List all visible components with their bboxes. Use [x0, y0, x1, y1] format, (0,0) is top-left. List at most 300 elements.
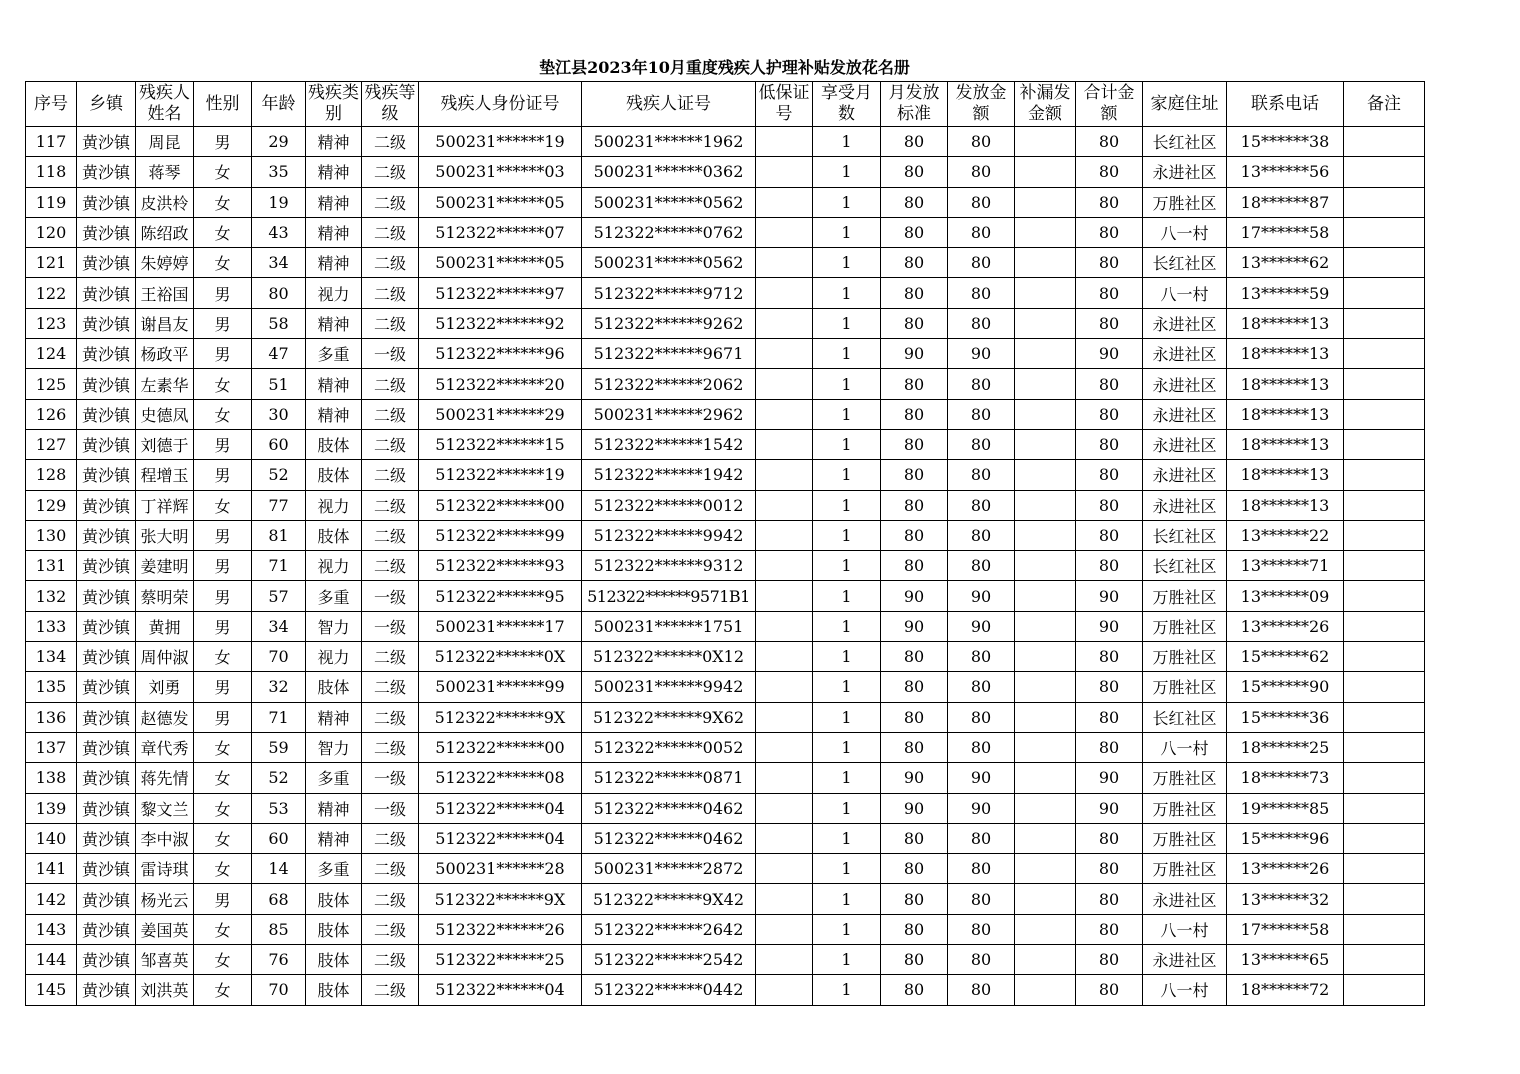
cell-address: 万胜社区 [1143, 823, 1227, 853]
cell-seq: 122 [26, 278, 77, 308]
cell-disability-level: 二级 [362, 399, 419, 429]
cell-disability-type: 视力 [306, 642, 362, 672]
table-row [26, 642, 1425, 672]
cell-phone: 18******25 [1227, 732, 1344, 762]
table-row [26, 823, 1425, 853]
cell-certificate-number: 512322******9712 [582, 278, 756, 308]
cell-id-number: 512322******15 [419, 429, 582, 459]
cell-amount: 80 [948, 187, 1015, 217]
cell-total-amount: 80 [1076, 914, 1143, 944]
page-title: 垫江县2023年10月重度残疾人护理补贴发放花名册 [539, 58, 910, 77]
cell-total-amount: 80 [1076, 127, 1143, 157]
cell-township: 黄沙镇 [77, 854, 136, 884]
cell-age: 34 [252, 611, 306, 641]
cell-gender: 男 [194, 127, 252, 157]
cell-supplement-amount [1015, 399, 1076, 429]
cell-id-number: 512322******92 [419, 308, 582, 338]
cell-monthly-standard: 80 [881, 308, 948, 338]
cell-supplement-amount [1015, 429, 1076, 459]
table-row [26, 702, 1425, 732]
cell-months: 1 [813, 308, 881, 338]
cell-certificate-number: 512322******9X62 [582, 702, 756, 732]
cell-remarks [1344, 763, 1425, 793]
cell-supplement-amount [1015, 732, 1076, 762]
cell-gender: 男 [194, 581, 252, 611]
cell-certificate-number: 512322******0871 [582, 763, 756, 793]
cell-township: 黄沙镇 [77, 520, 136, 550]
cell-id-number: 512322******19 [419, 460, 582, 490]
cell-certificate-number: 500231******1751 [582, 611, 756, 641]
cell-dibao-number [756, 854, 813, 884]
cell-remarks [1344, 732, 1425, 762]
cell-supplement-amount [1015, 823, 1076, 853]
cell-monthly-standard: 80 [881, 551, 948, 581]
cell-disability-type: 肢体 [306, 460, 362, 490]
cell-id-number: 500231******17 [419, 611, 582, 641]
cell-disability-type: 智力 [306, 611, 362, 641]
cell-remarks [1344, 369, 1425, 399]
cell-name: 蒋琴 [136, 157, 194, 187]
cell-remarks [1344, 581, 1425, 611]
cell-monthly-standard: 80 [881, 823, 948, 853]
cell-gender: 女 [194, 217, 252, 247]
cell-disability-level: 二级 [362, 732, 419, 762]
table-row [26, 551, 1425, 581]
table-row [26, 278, 1425, 308]
cell-supplement-amount [1015, 460, 1076, 490]
cell-disability-type: 肢体 [306, 945, 362, 975]
cell-seq: 121 [26, 248, 77, 278]
cell-name: 黄拥 [136, 611, 194, 641]
cell-phone: 15******36 [1227, 702, 1344, 732]
table-row [26, 793, 1425, 823]
cell-remarks [1344, 399, 1425, 429]
cell-months: 1 [813, 369, 881, 399]
cell-remarks [1344, 127, 1425, 157]
cell-remarks [1344, 793, 1425, 823]
cell-supplement-amount [1015, 127, 1076, 157]
cell-disability-type: 肢体 [306, 520, 362, 550]
cell-disability-level: 一级 [362, 339, 419, 369]
table-row [26, 308, 1425, 338]
cell-monthly-standard: 90 [881, 793, 948, 823]
cell-amount: 80 [948, 702, 1015, 732]
cell-age: 43 [252, 217, 306, 247]
cell-disability-type: 多重 [306, 763, 362, 793]
cell-disability-level: 二级 [362, 914, 419, 944]
cell-amount: 90 [948, 339, 1015, 369]
cell-total-amount: 90 [1076, 339, 1143, 369]
cell-monthly-standard: 80 [881, 702, 948, 732]
cell-age: 30 [252, 399, 306, 429]
cell-amount: 90 [948, 763, 1015, 793]
cell-seq: 117 [26, 127, 77, 157]
header-id-number: 残疾人身份证号 [419, 82, 582, 127]
cell-amount: 80 [948, 854, 1015, 884]
cell-name: 周昆 [136, 127, 194, 157]
cell-remarks [1344, 945, 1425, 975]
cell-age: 57 [252, 581, 306, 611]
header-row [26, 82, 1425, 127]
cell-gender: 女 [194, 157, 252, 187]
cell-disability-level: 二级 [362, 278, 419, 308]
cell-id-number: 512322******00 [419, 732, 582, 762]
cell-id-number: 500231******28 [419, 854, 582, 884]
table-row [26, 399, 1425, 429]
cell-total-amount: 80 [1076, 460, 1143, 490]
cell-name: 刘德于 [136, 429, 194, 459]
cell-phone: 13******22 [1227, 520, 1344, 550]
cell-disability-level: 二级 [362, 490, 419, 520]
header-monthly-standard: 月发放标准 [881, 82, 948, 127]
cell-amount: 80 [948, 460, 1015, 490]
cell-phone: 15******62 [1227, 642, 1344, 672]
cell-dibao-number [756, 217, 813, 247]
cell-seq: 128 [26, 460, 77, 490]
cell-months: 1 [813, 127, 881, 157]
cell-disability-level: 二级 [362, 975, 419, 1005]
cell-id-number: 512322******93 [419, 551, 582, 581]
cell-certificate-number: 512322******9942 [582, 520, 756, 550]
cell-amount: 80 [948, 551, 1015, 581]
table-row [26, 217, 1425, 247]
cell-seq: 145 [26, 975, 77, 1005]
cell-disability-level: 二级 [362, 823, 419, 853]
cell-address: 永进社区 [1143, 945, 1227, 975]
cell-amount: 80 [948, 490, 1015, 520]
cell-disability-level: 二级 [362, 520, 419, 550]
cell-gender: 男 [194, 460, 252, 490]
cell-phone: 17******58 [1227, 217, 1344, 247]
cell-age: 60 [252, 823, 306, 853]
cell-amount: 80 [948, 520, 1015, 550]
cell-supplement-amount [1015, 278, 1076, 308]
cell-name: 刘勇 [136, 672, 194, 702]
cell-supplement-amount [1015, 945, 1076, 975]
cell-id-number: 512322******04 [419, 823, 582, 853]
cell-total-amount: 80 [1076, 975, 1143, 1005]
cell-total-amount: 90 [1076, 763, 1143, 793]
cell-seq: 118 [26, 157, 77, 187]
cell-seq: 132 [26, 581, 77, 611]
cell-amount: 80 [948, 429, 1015, 459]
cell-township: 黄沙镇 [77, 551, 136, 581]
cell-gender: 男 [194, 429, 252, 459]
cell-disability-level: 二级 [362, 702, 419, 732]
cell-dibao-number [756, 278, 813, 308]
cell-amount: 80 [948, 248, 1015, 278]
cell-phone: 13******56 [1227, 157, 1344, 187]
cell-monthly-standard: 80 [881, 187, 948, 217]
cell-total-amount: 80 [1076, 823, 1143, 853]
cell-total-amount: 90 [1076, 611, 1143, 641]
cell-age: 19 [252, 187, 306, 217]
cell-monthly-standard: 80 [881, 642, 948, 672]
cell-disability-type: 精神 [306, 248, 362, 278]
cell-name: 刘洪英 [136, 975, 194, 1005]
cell-monthly-standard: 90 [881, 581, 948, 611]
cell-certificate-number: 512322******9262 [582, 308, 756, 338]
cell-address: 长红社区 [1143, 551, 1227, 581]
cell-name: 李中淑 [136, 823, 194, 853]
roster-table [25, 81, 1425, 1006]
cell-age: 77 [252, 490, 306, 520]
cell-gender: 女 [194, 945, 252, 975]
cell-monthly-standard: 80 [881, 490, 948, 520]
cell-amount: 80 [948, 975, 1015, 1005]
cell-phone: 13******09 [1227, 581, 1344, 611]
table-row [26, 672, 1425, 702]
cell-age: 81 [252, 520, 306, 550]
cell-supplement-amount [1015, 339, 1076, 369]
cell-months: 1 [813, 278, 881, 308]
cell-dibao-number [756, 611, 813, 641]
cell-disability-type: 肢体 [306, 672, 362, 702]
header-age: 年龄 [252, 82, 306, 127]
cell-id-number: 500231******05 [419, 187, 582, 217]
cell-gender: 男 [194, 672, 252, 702]
cell-certificate-number: 512322******1942 [582, 460, 756, 490]
cell-remarks [1344, 551, 1425, 581]
cell-seq: 119 [26, 187, 77, 217]
cell-disability-type: 精神 [306, 127, 362, 157]
roster-body [26, 127, 1425, 1006]
cell-total-amount: 80 [1076, 551, 1143, 581]
cell-township: 黄沙镇 [77, 611, 136, 641]
cell-age: 59 [252, 732, 306, 762]
header-certificate-number: 残疾人证号 [582, 82, 756, 127]
cell-dibao-number [756, 490, 813, 520]
cell-seq: 131 [26, 551, 77, 581]
cell-months: 1 [813, 520, 881, 550]
cell-township: 黄沙镇 [77, 127, 136, 157]
cell-phone: 18******13 [1227, 490, 1344, 520]
cell-total-amount: 80 [1076, 187, 1143, 217]
header-total-amount: 合计金额 [1076, 82, 1143, 127]
cell-name: 黎文兰 [136, 793, 194, 823]
cell-name: 赵德发 [136, 702, 194, 732]
cell-name: 姜国英 [136, 914, 194, 944]
cell-age: 80 [252, 278, 306, 308]
cell-address: 永进社区 [1143, 157, 1227, 187]
cell-dibao-number [756, 187, 813, 217]
cell-age: 70 [252, 975, 306, 1005]
header-name: 残疾人姓名 [136, 82, 194, 127]
cell-supplement-amount [1015, 854, 1076, 884]
cell-gender: 女 [194, 187, 252, 217]
cell-seq: 129 [26, 490, 77, 520]
cell-id-number: 512322******08 [419, 763, 582, 793]
cell-name: 蒋先情 [136, 763, 194, 793]
cell-disability-level: 二级 [362, 854, 419, 884]
cell-phone: 18******13 [1227, 339, 1344, 369]
cell-phone: 15******96 [1227, 823, 1344, 853]
cell-id-number: 512322******25 [419, 945, 582, 975]
cell-remarks [1344, 975, 1425, 1005]
cell-dibao-number [756, 581, 813, 611]
cell-months: 1 [813, 339, 881, 369]
cell-dibao-number [756, 945, 813, 975]
cell-total-amount: 80 [1076, 520, 1143, 550]
cell-monthly-standard: 80 [881, 945, 948, 975]
cell-address: 万胜社区 [1143, 854, 1227, 884]
cell-seq: 140 [26, 823, 77, 853]
cell-months: 1 [813, 217, 881, 247]
table-row [26, 763, 1425, 793]
cell-id-number: 500231******29 [419, 399, 582, 429]
cell-remarks [1344, 702, 1425, 732]
cell-address: 万胜社区 [1143, 793, 1227, 823]
cell-total-amount: 80 [1076, 369, 1143, 399]
cell-seq: 143 [26, 914, 77, 944]
cell-amount: 80 [948, 369, 1015, 399]
table-row [26, 429, 1425, 459]
cell-id-number: 512322******26 [419, 914, 582, 944]
cell-dibao-number [756, 672, 813, 702]
cell-age: 76 [252, 945, 306, 975]
cell-seq: 142 [26, 884, 77, 914]
cell-address: 万胜社区 [1143, 672, 1227, 702]
cell-age: 52 [252, 460, 306, 490]
cell-disability-level: 二级 [362, 187, 419, 217]
header-dibao-number: 低保证号 [756, 82, 813, 127]
cell-supplement-amount [1015, 369, 1076, 399]
cell-seq: 141 [26, 854, 77, 884]
cell-address: 长红社区 [1143, 520, 1227, 550]
cell-township: 黄沙镇 [77, 945, 136, 975]
cell-phone: 13******32 [1227, 884, 1344, 914]
table-row [26, 975, 1425, 1005]
cell-remarks [1344, 278, 1425, 308]
cell-monthly-standard: 80 [881, 278, 948, 308]
cell-monthly-standard: 80 [881, 975, 948, 1005]
cell-remarks [1344, 611, 1425, 641]
cell-certificate-number: 512322******0442 [582, 975, 756, 1005]
cell-township: 黄沙镇 [77, 187, 136, 217]
cell-name: 杨政平 [136, 339, 194, 369]
cell-address: 万胜社区 [1143, 642, 1227, 672]
cell-amount: 80 [948, 278, 1015, 308]
cell-disability-type: 多重 [306, 581, 362, 611]
cell-total-amount: 80 [1076, 157, 1143, 187]
cell-seq: 134 [26, 642, 77, 672]
cell-remarks [1344, 884, 1425, 914]
cell-gender: 女 [194, 248, 252, 278]
cell-gender: 男 [194, 278, 252, 308]
cell-id-number: 500231******03 [419, 157, 582, 187]
cell-disability-level: 二级 [362, 217, 419, 247]
cell-certificate-number: 500231******9942 [582, 672, 756, 702]
cell-supplement-amount [1015, 914, 1076, 944]
cell-total-amount: 90 [1076, 793, 1143, 823]
cell-name: 丁祥辉 [136, 490, 194, 520]
cell-months: 1 [813, 611, 881, 641]
cell-supplement-amount [1015, 490, 1076, 520]
cell-id-number: 512322******04 [419, 975, 582, 1005]
cell-amount: 90 [948, 793, 1015, 823]
cell-name: 王裕国 [136, 278, 194, 308]
header-months: 享受月数 [813, 82, 881, 127]
cell-age: 53 [252, 793, 306, 823]
cell-address: 永进社区 [1143, 369, 1227, 399]
cell-disability-type: 肢体 [306, 975, 362, 1005]
cell-seq: 138 [26, 763, 77, 793]
cell-gender: 女 [194, 490, 252, 520]
cell-total-amount: 90 [1076, 581, 1143, 611]
cell-name: 谢昌友 [136, 308, 194, 338]
cell-dibao-number [756, 732, 813, 762]
cell-total-amount: 80 [1076, 642, 1143, 672]
cell-address: 永进社区 [1143, 399, 1227, 429]
cell-dibao-number [756, 369, 813, 399]
cell-supplement-amount [1015, 248, 1076, 278]
cell-gender: 男 [194, 308, 252, 338]
cell-name: 朱婷婷 [136, 248, 194, 278]
cell-monthly-standard: 80 [881, 672, 948, 702]
cell-gender: 男 [194, 884, 252, 914]
cell-disability-level: 二级 [362, 248, 419, 278]
cell-amount: 80 [948, 127, 1015, 157]
cell-seq: 133 [26, 611, 77, 641]
cell-months: 1 [813, 581, 881, 611]
cell-disability-type: 肢体 [306, 914, 362, 944]
cell-id-number: 512322******97 [419, 278, 582, 308]
cell-dibao-number [756, 823, 813, 853]
cell-supplement-amount [1015, 217, 1076, 247]
cell-age: 51 [252, 369, 306, 399]
cell-gender: 男 [194, 702, 252, 732]
cell-township: 黄沙镇 [77, 460, 136, 490]
cell-address: 永进社区 [1143, 339, 1227, 369]
cell-monthly-standard: 80 [881, 914, 948, 944]
cell-dibao-number [756, 399, 813, 429]
cell-disability-type: 多重 [306, 339, 362, 369]
cell-seq: 120 [26, 217, 77, 247]
cell-total-amount: 80 [1076, 854, 1143, 884]
cell-age: 71 [252, 551, 306, 581]
cell-remarks [1344, 248, 1425, 278]
cell-certificate-number: 512322******0762 [582, 217, 756, 247]
cell-monthly-standard: 80 [881, 520, 948, 550]
cell-township: 黄沙镇 [77, 823, 136, 853]
cell-township: 黄沙镇 [77, 884, 136, 914]
cell-phone: 18******72 [1227, 975, 1344, 1005]
cell-age: 32 [252, 672, 306, 702]
cell-certificate-number: 512322******2062 [582, 369, 756, 399]
cell-township: 黄沙镇 [77, 217, 136, 247]
cell-name: 邹喜英 [136, 945, 194, 975]
cell-certificate-number: 512322******9312 [582, 551, 756, 581]
cell-certificate-number: 500231******2872 [582, 854, 756, 884]
cell-dibao-number [756, 429, 813, 459]
cell-id-number: 512322******9X [419, 884, 582, 914]
cell-seq: 126 [26, 399, 77, 429]
cell-id-number: 512322******20 [419, 369, 582, 399]
cell-dibao-number [756, 460, 813, 490]
cell-disability-type: 精神 [306, 217, 362, 247]
cell-disability-type: 精神 [306, 702, 362, 732]
cell-township: 黄沙镇 [77, 732, 136, 762]
cell-age: 71 [252, 702, 306, 732]
table-row [26, 490, 1425, 520]
cell-phone: 13******59 [1227, 278, 1344, 308]
cell-disability-level: 二级 [362, 642, 419, 672]
cell-months: 1 [813, 884, 881, 914]
cell-certificate-number: 512322******2542 [582, 945, 756, 975]
cell-gender: 女 [194, 823, 252, 853]
cell-certificate-number: 500231******0362 [582, 157, 756, 187]
cell-seq: 127 [26, 429, 77, 459]
